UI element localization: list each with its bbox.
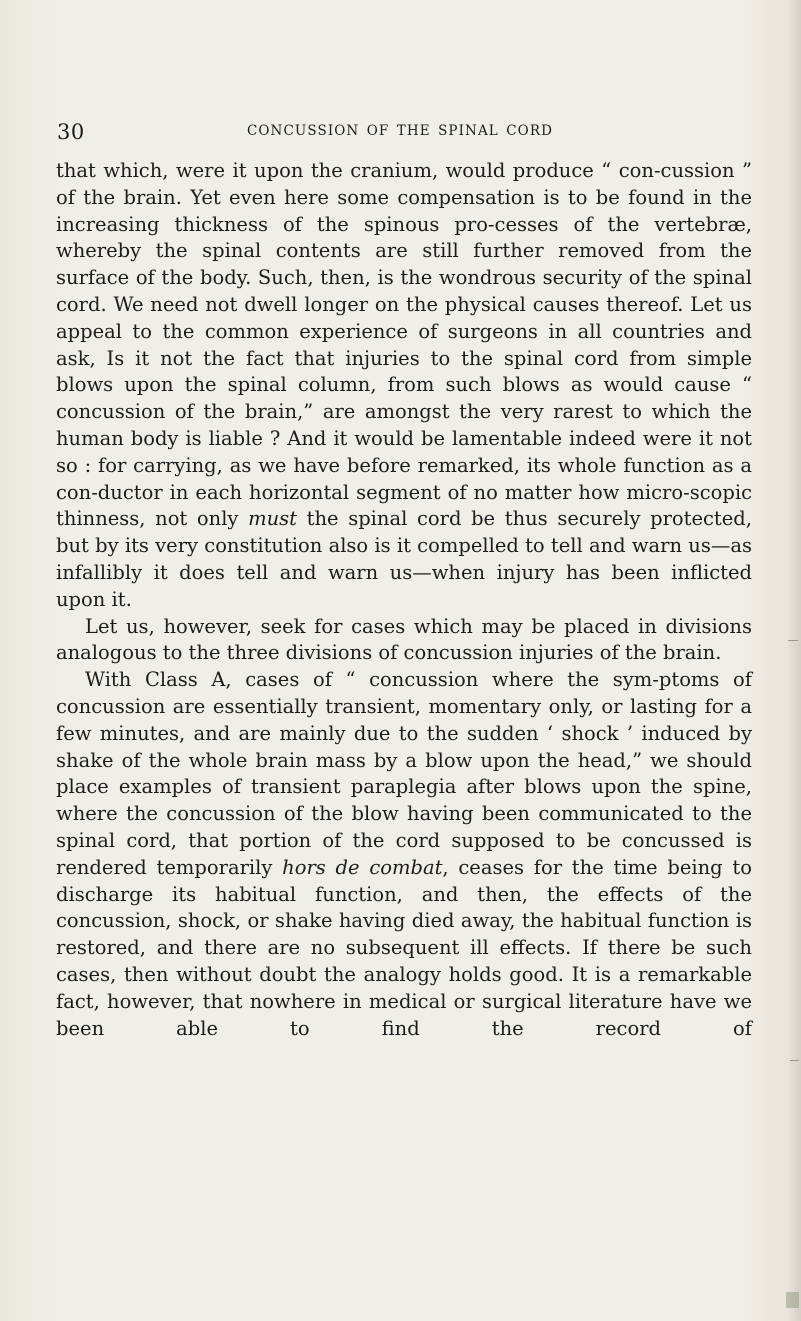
page-header: [40, 120, 760, 144]
margin-stain: [786, 1292, 799, 1308]
margin-mark: [790, 1060, 799, 1061]
paragraph-text: With Class A, cases of “ concussion where the sym-ptoms of concussion are essentially transient, momentary only, or lasting for a few minutes, and are mainly due to the sudden ‘ shock ’ induced by shake of the whole brain mass by a blow upon the head,” we should place examples of transient paraplegia after blows upon the spine, where the concussion of the blow having been communicated to the spinal cord, that portion of the cord supposed to be concussed is rendered temporarily: [56, 668, 752, 879]
page-number: 30: [57, 120, 85, 144]
running-head: CONCUSSION OF THE SPINAL CORD: [246, 123, 554, 139]
paragraph-text: the spinal cord be thus securely protected, but by its very constitution also is it compelled to tell and warn us—as infallibly it does tell and warn us—when injury has been inflicted upon it.: [56, 507, 752, 611]
paragraph-text: , ceases for the time being to discharge its habitual function, and then, the effects of the concussion, shock, or shake having died away, the habitual function is restored, and there are no subsequent ill effects. If there be such cases, then without doubt the analogy holds good. It is a remarkable fact, however, that nowhere in medical or surgical literature have we been able to find the record of: [56, 855, 752, 1040]
paragraph-2: [56, 614, 752, 668]
page-edge-shadow: [787, 0, 801, 1321]
paragraph-text: that which, were it upon the cranium, would produce “ con-cussion ” of the brain. Yet even here some compensation is to be found in the increasing thickness of the spinous pro-cesses of the vertebræ, whereby the spinal contents are still further removed from the surface of the body. Such, then, is the wondrous security of the spinal cord. We need not dwell longer on the physical causes thereof. Let us appeal to the common experience of surgeons in all countries and ask, Is it not the fact that injuries to the spinal cord from simple blows upon the spinal column, from such blows as would cause “ concussion of the brain,” are amongst the very rarest to which the human body is liable ? And it would be lamentable indeed were it not so : for carrying, as we have before remarked, its whole function as a con-ductor in each horizontal segment of no matter how micro-scopic thinness, not only: [56, 159, 752, 531]
margin-mark: [788, 640, 798, 641]
italic-emphasis: hors de combat: [282, 855, 443, 879]
paragraph-3: [56, 667, 752, 1042]
paragraph-1: [56, 158, 752, 614]
italic-emphasis: must: [248, 507, 297, 531]
paragraph-text: Let us, however, seek for cases which may be placed in divisions analogous to the three divisions of concussion injuries of the brain.: [56, 614, 752, 665]
body-text: [56, 158, 752, 1042]
